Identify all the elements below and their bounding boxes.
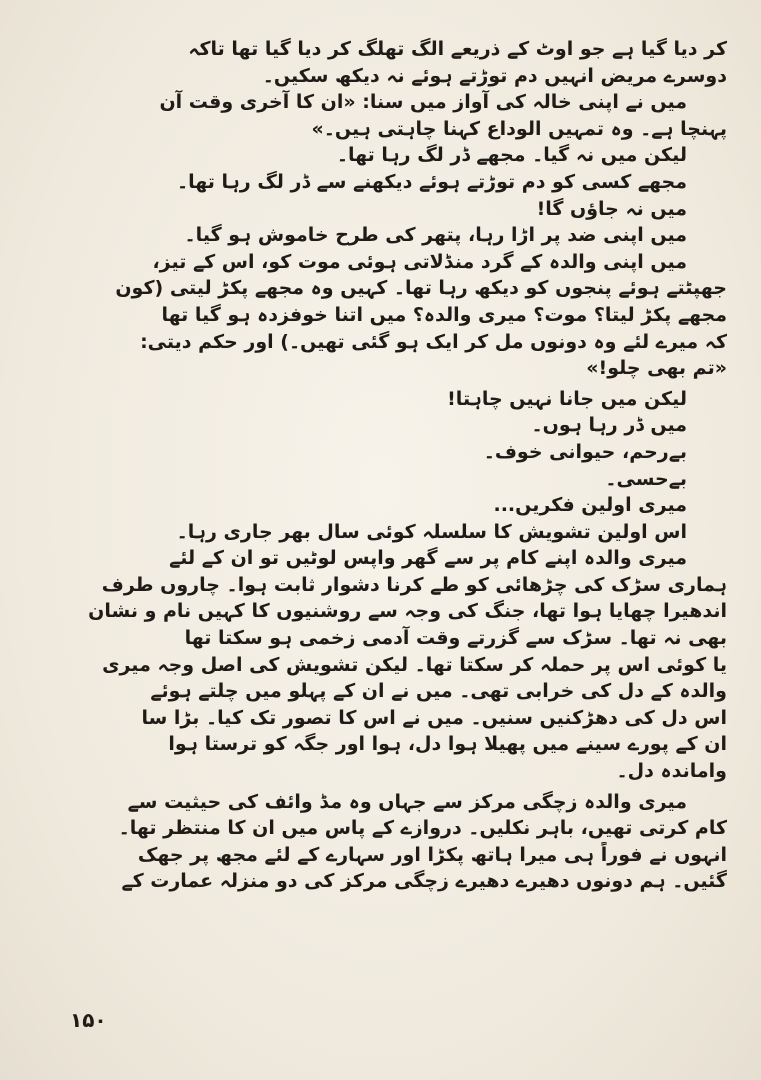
text-line: ان کے پورے سینے میں پھیلا ہوا دل، ہوا اور جگہ کو ترستا ہوا (168, 733, 727, 756)
text-line: بھی نہ تھا۔ سڑک سے گزرتے وقت آدمی زخمی ہو سکتا تھا (184, 627, 727, 650)
text-line: اس اولین تشویش کا سلسلہ کوئی سال بھر جاری رہا۔ (176, 520, 687, 543)
text-line: میری والدہ زچگی مرکز سے جہاں وہ مڈ وائف کی حیثیت سے (127, 790, 687, 813)
text-line: کام کرتی تھیں، باہر نکلیں۔ دروازے کے پاس میں ان کا منتظر تھا۔ (118, 817, 727, 840)
text-line: انہوں نے فوراً ہی میرا ہاتھ پکڑا اور سہارے کے لئے مجھ پر جھک (137, 843, 727, 866)
text-line: لیکن میں نہ گیا۔ مجھے ڈر لگ رہا تھا۔ (336, 144, 687, 167)
text-line: بےحسی۔ (605, 467, 687, 490)
page-number: ۱۵۰ (70, 1008, 107, 1032)
text-line: اس دل کی دھڑکنیں سنیں۔ میں نے اس کا تصور تک کیا۔ بڑا سا (141, 706, 727, 729)
text-line: دوسرے مریض انہیں دم توڑتے ہوئے نہ دیکھ سکیں۔ (262, 64, 727, 87)
text-line: کر دیا گیا ہے جو اوٹ کے ذریعے الگ تھلگ کر دیا گیا تھا تاکہ (188, 38, 727, 60)
text-line: یا کوئی اس پر حملہ کر سکتا تھا۔ لیکن تشویش کی اصل وجہ میری (102, 653, 727, 676)
text-line: میں اپنی ضد پر اڑا رہا، پتھر کی طرح خاموش ہو گیا۔ (184, 224, 687, 247)
page-body-text (30, 36, 727, 895)
text-line: بےرحم، حیوانی خوف۔ (483, 440, 687, 463)
text-line: اندھیرا چھایا ہوا تھا، جنگ کی وجہ سے روشنیوں کا کہیں نام و نشان (88, 600, 727, 623)
text-line: پہنچا ہے۔ وہ تمہیں الوداع کہنا چاہتی ہیں۔» (311, 117, 727, 140)
text-line: واماندہ دل۔ (616, 760, 727, 783)
text-line: میں نہ جاؤں گا! (536, 197, 687, 220)
text-line: میں نے اپنی خالہ کی آواز میں سنا: «ان کا آخری وقت آن (159, 91, 687, 114)
text-line: میں ڈر رہا ہوں۔ (531, 414, 687, 437)
text-line: لیکن میں جانا نہیں چاہتا! (447, 387, 687, 410)
text-line: کہ میرے لئے وہ دونوں مل کر ایک ہو گئی تھیں۔) اور حکم دیتی: (140, 330, 727, 353)
text-line: مجھے کسی کو دم توڑتے ہوئے دیکھنے سے ڈر لگ رہا تھا۔ (176, 170, 687, 193)
text-line: مجھے پکڑ لیتا؟ موت؟ میری والدہ؟ میں اتنا خوفزدہ ہو گیا تھا (161, 303, 727, 326)
text-line: والدہ کے دل کی خرابی تھی۔ میں نے ان کے پہلو میں چلتے ہوئے (150, 680, 727, 703)
text-line: جھپٹتے ہوئے پنجوں کو دیکھ رہا تھا۔ کہیں وہ مجھے پکڑ لیتی (کون (115, 277, 727, 300)
text-line: ہماری سڑک کی چڑھائی کو طے کرنا دشوار ثابت ہوا۔ چاروں طرف (101, 573, 727, 596)
text-line: میں اپنی والدہ کے گرد منڈلاتی ہوئی موت کو، اس کے تیز، (152, 250, 687, 273)
text-line: میری اولین فکریں... (493, 494, 687, 517)
text-line: «تم بھی چلو!» (586, 357, 727, 380)
text-line: گئیں۔ ہم دونوں دھیرے دھیرے زچگی مرکز کی دو منزلہ عمارت کے (121, 870, 727, 893)
text-line: میری والدہ اپنے کام پر سے گھر واپس لوٹیں تو ان کے لئے (169, 547, 687, 570)
